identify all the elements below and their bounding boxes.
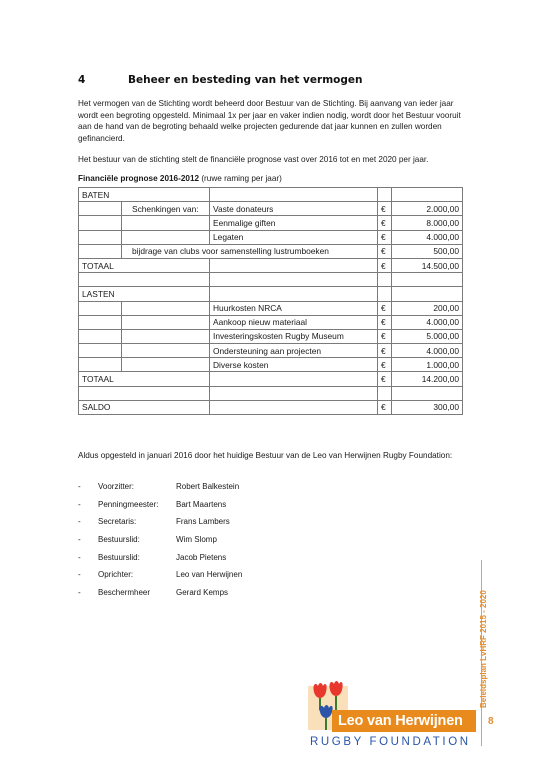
list-item: - Oprichter: Leo van Herwijnen [78,570,243,580]
amount: 4.000,00 [392,315,463,329]
table-caption [78,174,282,183]
logo-name: Leo van Herwijnen [332,710,476,732]
currency: € [378,301,392,315]
amount: 4.000,00 [392,230,463,244]
financial-forecast-table [78,187,463,415]
table-row [79,202,463,216]
baten-desc: Legaten [210,230,378,244]
saldo-label: SALDO [79,400,210,414]
lasten-desc: Ondersteuning aan projecten [210,344,378,358]
currency: € [378,202,392,216]
logo-subtitle: RUGBY FOUNDATION [310,736,471,748]
side-label: Beleidsplan LvHRF 2015 - 2020 [479,590,488,708]
currency: € [378,358,392,372]
list-item: - Beschermheer Gerard Kemps [78,587,229,597]
schenkingen-label: Schenkingen van: [122,202,210,216]
total-lasten-amount: 14.200,00 [392,372,463,386]
table-row [79,329,463,343]
list-item: - Bestuurslid: Wim Slomp [78,535,217,545]
table-row [79,301,463,315]
baten-label: BATEN [79,188,210,202]
lasten-label: LASTEN [79,287,210,301]
baten-desc: Vaste donateurs [210,202,378,216]
table-row [79,273,463,287]
currency: € [378,400,392,414]
amount: 2.000,00 [392,202,463,216]
signed-statement: Aldus opgesteld in januari 2016 door het huidige Bestuur van de Leo van Herwijnen Rugby Foundation: [78,451,453,460]
amount: 4.000,00 [392,344,463,358]
total-baten-amount: 14.500,00 [392,258,463,272]
table-caption-rest: (ruwe raming per jaar) [199,174,282,183]
lasten-desc: Aankoop nieuw materiaal [210,315,378,329]
table-row [79,287,463,301]
lasten-desc: Diverse kosten [210,358,378,372]
currency: € [378,329,392,343]
currency: € [378,344,392,358]
table-row [79,258,463,272]
totaal-lasten-label: TOTAAL [79,372,210,386]
lasten-desc: Huurkosten NRCA [210,301,378,315]
foundation-logo [296,678,476,753]
table-row [79,230,463,244]
list-item: - Bestuurslid: Jacob Pietens [78,552,227,562]
lasten-desc: Investeringskosten Rugby Museum [210,329,378,343]
table-row [79,372,463,386]
amount: 1.000,00 [392,358,463,372]
saldo-amount: 300,00 [392,400,463,414]
baten-desc: Eenmalige giften [210,216,378,230]
table-row [79,400,463,414]
section-heading [78,74,362,86]
currency: € [378,315,392,329]
bijdrage-desc: bijdrage van clubs voor samenstelling lustrumboeken [122,244,378,258]
currency: € [378,258,392,272]
intro-paragraph: Het vermogen van de Stichting wordt beheerd door Bestuur van de Stichting. Bij aanvang van ieder jaar wordt een begroting opgesteld. Minimaal 1x per jaar en vaker indien nodig, wordt door het Bestuur vooruit aan de hand van de begroting behaald welke projecten gedurende dat jaar kunnen en zullen worden gefinancierd. [78,99,461,143]
section-number: 4 [78,74,86,86]
table-caption-bold: Financiële prognose 2016-2012 [78,174,200,183]
table-row [79,358,463,372]
currency: € [378,372,392,386]
currency: € [378,216,392,230]
totaal-baten-label: TOTAAL [79,258,210,272]
section-title: Beheer en besteding van het vermogen [128,74,363,86]
amount: 500,00 [392,244,463,258]
table-row [79,244,463,258]
list-item: - Voorzitter: Robert Balkestein [78,482,240,492]
list-item: - Penningmeester: Bart Maartens [78,499,227,509]
amount: 8.000,00 [392,216,463,230]
page-number: 8 [488,716,494,727]
amount: 5.000,00 [392,329,463,343]
table-row [79,386,463,400]
table-row [79,315,463,329]
list-item: - Secretaris: Frans Lambers [78,517,230,527]
prognosis-paragraph: Het bestuur van de stichting stelt de financiële prognose vast over 2016 tot en met 2020 per jaar. [78,155,429,164]
board-list [78,478,242,601]
amount: 200,00 [392,301,463,315]
table-row [79,188,463,202]
table-row [79,216,463,230]
currency: € [378,244,392,258]
currency: € [378,230,392,244]
table-row [79,344,463,358]
